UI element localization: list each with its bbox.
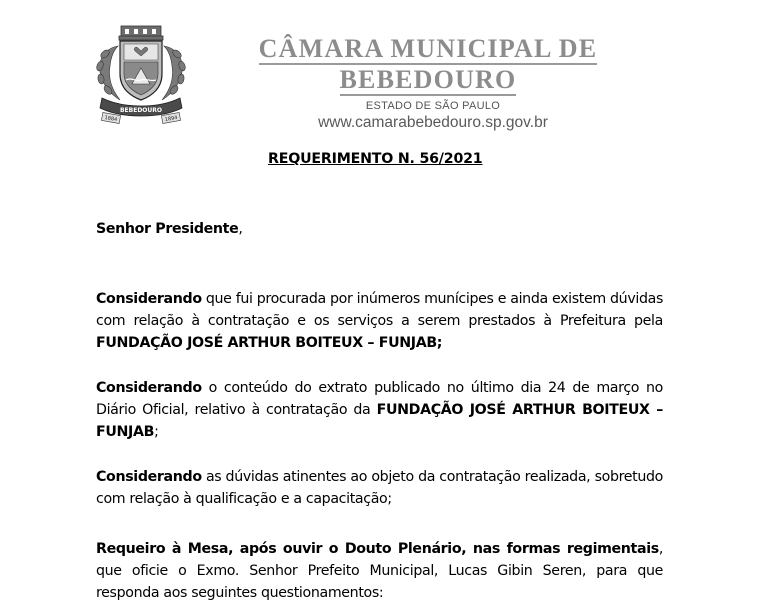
paragraph-considering-3: Considerando as dúvidas atinentes ao objeto da contratação realizada, sobretudo com relação à qualificação e a capacitação; <box>96 469 663 507</box>
svg-text:BEBEDOURO: BEBEDOURO <box>119 107 163 114</box>
document-title: REQUERIMENTO N. 56/2021 <box>268 151 483 167</box>
state-label: ESTADO DE SÃO PAULO <box>365 100 501 112</box>
paragraph-considering-2: Considerando o conteúdo do extrato publicado no último dia 24 de março no Diário Oficial, relativo à contratação da FUNDAÇÃO JOSÉ ARTHUR BOITEUX – FUNJAB; <box>96 380 663 440</box>
coat-of-arms-icon <box>88 24 194 124</box>
paragraph-request: Requeiro à Mesa, após ouvir o Douto Plenário, nas formas regimentais, que oficie o Exmo. Senhor Prefeito Municipal, Lucas Gibin Seren, para que responda aos seguintes questionamentos: <box>96 541 663 601</box>
chamber-name-line2: BEBEDOURO <box>339 65 517 94</box>
paragraph-considering-1: Considerando que fui procurada por inúmeros munícipes e ainda existem dúvidas com relação à contratação e os serviços a serem prestados à Prefeitura pela FUNDAÇÃO JOSÉ ARTHUR BOITEUX – FUNJAB; <box>96 291 663 351</box>
chamber-name-line1: CÂMARA MUNICIPAL DE <box>258 34 598 63</box>
website-url[interactable]: www.camarabebedouro.sp.gov.br <box>318 114 548 131</box>
svg-text:1884: 1884 <box>104 114 118 124</box>
svg-text:1894: 1894 <box>164 114 178 124</box>
salutation: Senhor Presidente, <box>96 221 243 237</box>
